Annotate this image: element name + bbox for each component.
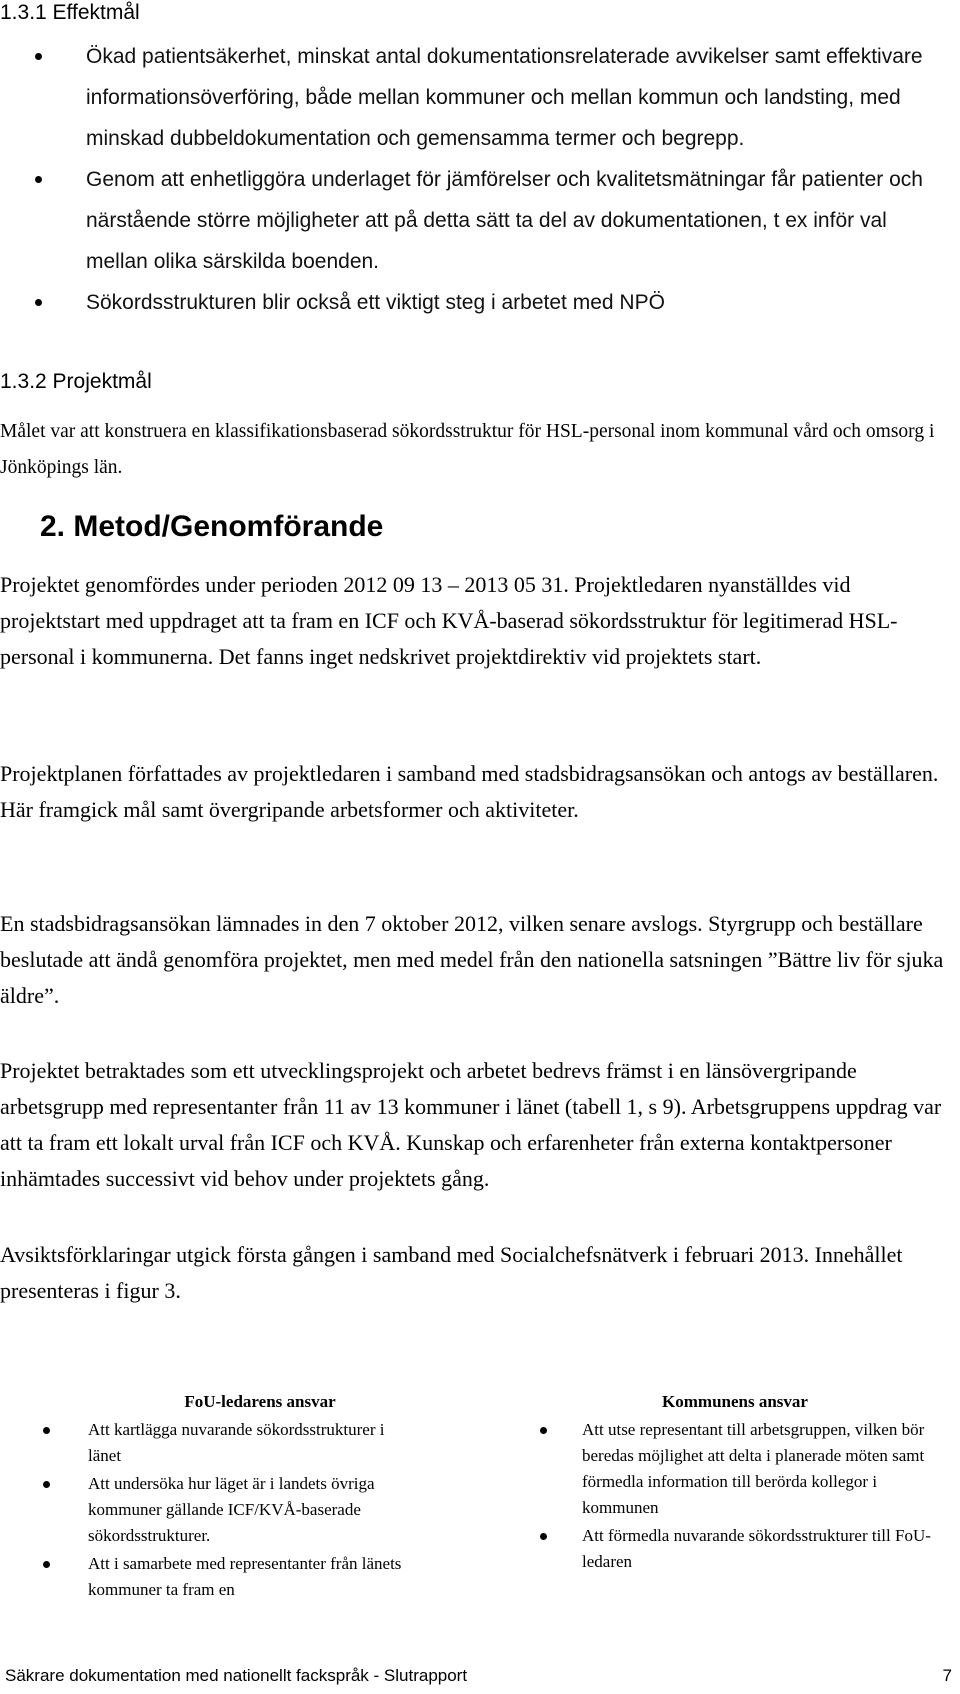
footer-title: Säkrare dokumentation med nationellt fackspråk - Slutrapport	[5, 1666, 468, 1685]
bullet-icon	[540, 1533, 547, 1540]
figure-municipality-title: Kommunens ansvar	[662, 1392, 808, 1411]
bullet-icon	[35, 53, 42, 60]
list-item-text: Att förmedla nuvarande sökordsstrukturer till FoU-ledaren	[582, 1526, 931, 1571]
bullet-icon	[35, 176, 42, 183]
bullet-icon	[43, 1427, 50, 1434]
method-paragraph-2: Projektplanen författades av projektledaren i samband med stadsbidragsansökan och antogs av beställaren. Här framgick mål samt övergripande arbetsformer och aktiviteter.	[0, 761, 939, 822]
figure-municipality-column	[535, 1389, 960, 1577]
list-item	[40, 1417, 470, 1469]
list-item	[535, 1417, 960, 1521]
list-item-text: Att utse representant till arbetsgruppen, vilken bör beredas möjlighet att delta i planerade möten samt förmedla information till berörda kollegor i kommunen	[582, 1420, 925, 1517]
list-item	[535, 1523, 960, 1575]
section-1-3-2-heading: 1.3.2 Projektmål	[0, 370, 152, 393]
bullet-icon	[540, 1427, 547, 1434]
list-item-text: Att i samarbete med representanter från länets kommuner ta fram en	[88, 1554, 402, 1599]
method-paragraph-4: Projektet betraktades som ett utvecklingsprojekt och arbetet bedrevs främst i en länsövergripande arbetsgrupp med representanter från 11 av 13 kommuner i länet (tabell 1, s 9). Arbetsgruppens uppdrag var att ta fram ett lokalt urval från ICF och KVÅ. Kunskap och erfarenheter från externa kontaktpersoner inhämtades successivt vid behov under projektets gång.	[0, 1058, 942, 1191]
method-paragraph-3: En stadsbidragsansökan lämnades in den 7 oktober 2012, vilken senare avslogs. Styrgrupp och beställare beslutade att ändå genomföra projektet, men med medel från den nationella satsningen ”Bättre liv för sjuka äldre”.	[0, 911, 944, 1008]
bullet-icon	[35, 299, 42, 306]
section-1-3-1-heading: 1.3.1 Effektmål	[0, 1, 140, 24]
list-item-text: Att undersöka hur läget är i landets övriga kommuner gällande ICF/KVÅ-baserade sökordsstrukturer.	[88, 1474, 375, 1545]
list-item-text: Genom att enhetliggöra underlaget för jämförelser och kvalitetsmätningar får patienter och närstående större möjligheter att på detta sätt ta del av dokumentationen, t ex inför val mellan olika särskilda boenden.	[86, 168, 923, 273]
figure-fou-title: FoU-ledarens ansvar	[184, 1392, 336, 1411]
section-2-heading: 2. Metod/Genomförande	[40, 510, 384, 543]
project-goal-paragraph: Målet var att konstruera en klassifikationsbaserad sökordsstruktur för HSL-personal inom kommunal vård och omsorg i Jönköpings län.	[0, 421, 935, 478]
bullet-icon	[43, 1481, 50, 1488]
list-item	[40, 1551, 470, 1603]
list-item-text: Sökordsstrukturen blir också ett viktigt steg i arbetet med NPÖ	[86, 291, 665, 314]
page-number: 7	[942, 1666, 952, 1685]
list-item	[86, 36, 954, 159]
list-item	[86, 282, 954, 323]
method-paragraph-1: Projektet genomfördes under perioden 2012 09 13 – 2013 05 31. Projektledaren nyanställdes vid projektstart med uppdraget att ta fram en ICF och KVÅ-baserad sökordsstruktur för legitimerad HSL-personal i kommunerna. Det fanns inget nedskrivet projektdirektiv vid projektets start.	[0, 572, 898, 669]
effect-goals-list	[86, 36, 954, 323]
fou-responsibilities-list	[40, 1417, 470, 1603]
list-item-text: Ökad patientsäkerhet, minskat antal dokumentationsrelaterade avvikelser samt effektivare informationsöverföring, både mellan kommuner och mellan kommun och landsting, med minskad dubbeldokumentation och gemensamma termer och begrepp.	[86, 45, 923, 150]
bullet-icon	[43, 1561, 50, 1568]
list-item-text: Att kartlägga nuvarande sökordsstrukturer i länet	[88, 1420, 385, 1465]
municipality-responsibilities-list	[535, 1417, 960, 1575]
figure-fou-column	[40, 1389, 470, 1605]
list-item	[40, 1471, 470, 1549]
list-item	[86, 159, 954, 282]
method-paragraph-5: Avsiktsförklaringar utgick första gången i samband med Socialchefsnätverk i februari 2013. Innehållet presenteras i figur 3.	[0, 1242, 903, 1303]
